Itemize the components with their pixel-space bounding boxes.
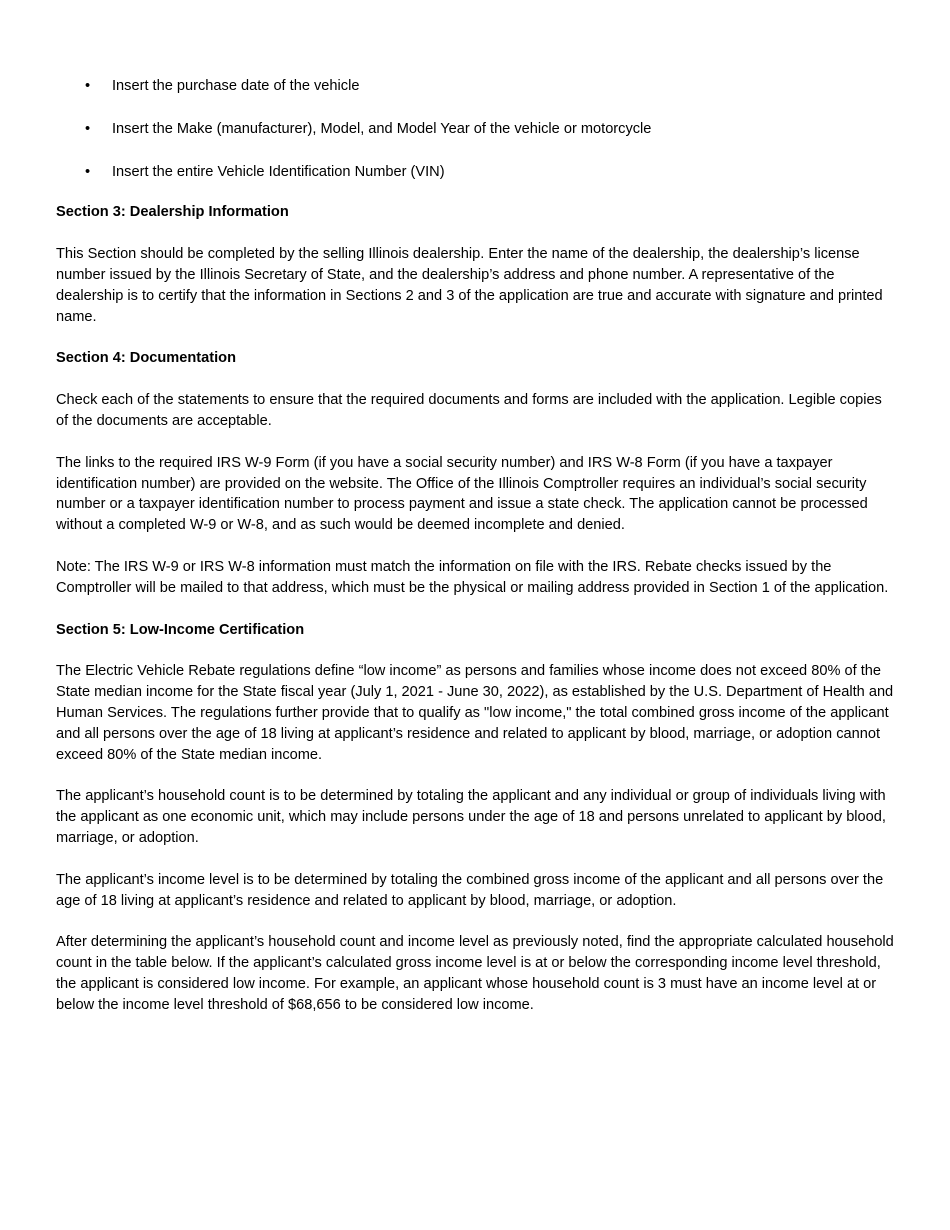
section-5-paragraph-3: The applicant’s income level is to be determined by totaling the combined gross income of the applicant and all persons over the age of 18 living at applicant’s residence and related to applicant by blood, marriage, or adoption. [56,871,884,909]
section-3-paragraph-1: This Section should be completed by the selling Illinois dealership. Enter the name of the dealership, the dealership’s license number issued by the Illinois Secretary of State, and the dealership’s address and phone number. A representative of the dealership is to certify that the information in Sections 2 and 3 of the application are true and accurate with signature and printed name. [56,246,883,325]
bullet-item-purchase-date [56,76,896,97]
bullet-item-vin [56,162,896,183]
bullet-icon: • [85,78,91,94]
section-4-paragraph-2: The links to the required IRS W-9 Form (if you have a social security number) and IRS W-8 Form (if you have a taxpayer identification number) are provided on the website. The Office of the Illinois Comptroller requires an individual’s social security number or a taxpayer identification number to process payment and issue a state check. The application cannot be processed without a completed W-9 or W-8, and as such would be deemed incomplete and denied. [56,454,868,534]
section-3-heading: Section 3: Dealership Information [56,204,289,221]
section-4-heading: Section 4: Documentation [56,350,237,367]
bullet-icon: • [85,163,91,180]
section-5-paragraph-4: After determining the applicant’s household count and income level as previously noted, find the appropriate calculated household count in the table below. If the applicant’s calculated gross income level is at or below the corresponding income level threshold, the applicant is considered low income. For example, an applicant whose household count is 3 must have an income level at or below the income level threshold of $68,656 to be considered low income. [56,934,894,1013]
vehicle-info-bullet-list [56,76,896,182]
bullet-icon: • [85,120,91,137]
section-4 [56,348,896,598]
section-3 [56,202,896,327]
section-4-note: Note: The IRS W-9 or IRS W-8 information must match the information on file with the IRS. Rebate checks issued by the Comptroller will be mailed to that address, which must be the physical or mailing address provided in Section 1 of the application. [56,558,889,596]
bullet-item-make-model-year [56,119,896,140]
bullet-text: Insert the purchase date of the vehicle [112,78,360,94]
section-4-paragraph-1: Check each of the statements to ensure that the required documents and forms are included with the application. Legible copies of the documents are acceptable. [56,392,882,429]
bullet-text: Insert the Make (manufacturer), Model, and Model Year of the vehicle or motorcycle [112,120,652,137]
section-5-paragraph-2: The applicant’s household count is to be determined by totaling the applicant and any individual or group of individuals living with the applicant as one economic unit, which may include persons under the age of 18 and persons unrelated to applicant by blood, marriage, or adoption. [56,788,886,846]
section-5-heading: Section 5: Low-Income Certification [56,621,305,638]
section-5-paragraph-1: The Electric Vehicle Rebate regulations define “low income” as persons and families whose income does not exceed 80% of the State median income for the State fiscal year (July 1, 2021 - June 30, 2022), as established by the U.S. Department of Health and Human Services. The regulations further provide that to qualify as "low income," the total combined gross income of the applicant and all persons over the age of 18 living at applicant’s residence and related to applicant by blood, marriage, or adoption cannot exceed 80% of the State median income. [56,663,894,763]
document-page [56,76,896,1037]
section-5 [56,620,896,1016]
bullet-text: Insert the entire Vehicle Identification Number (VIN) [112,163,445,180]
